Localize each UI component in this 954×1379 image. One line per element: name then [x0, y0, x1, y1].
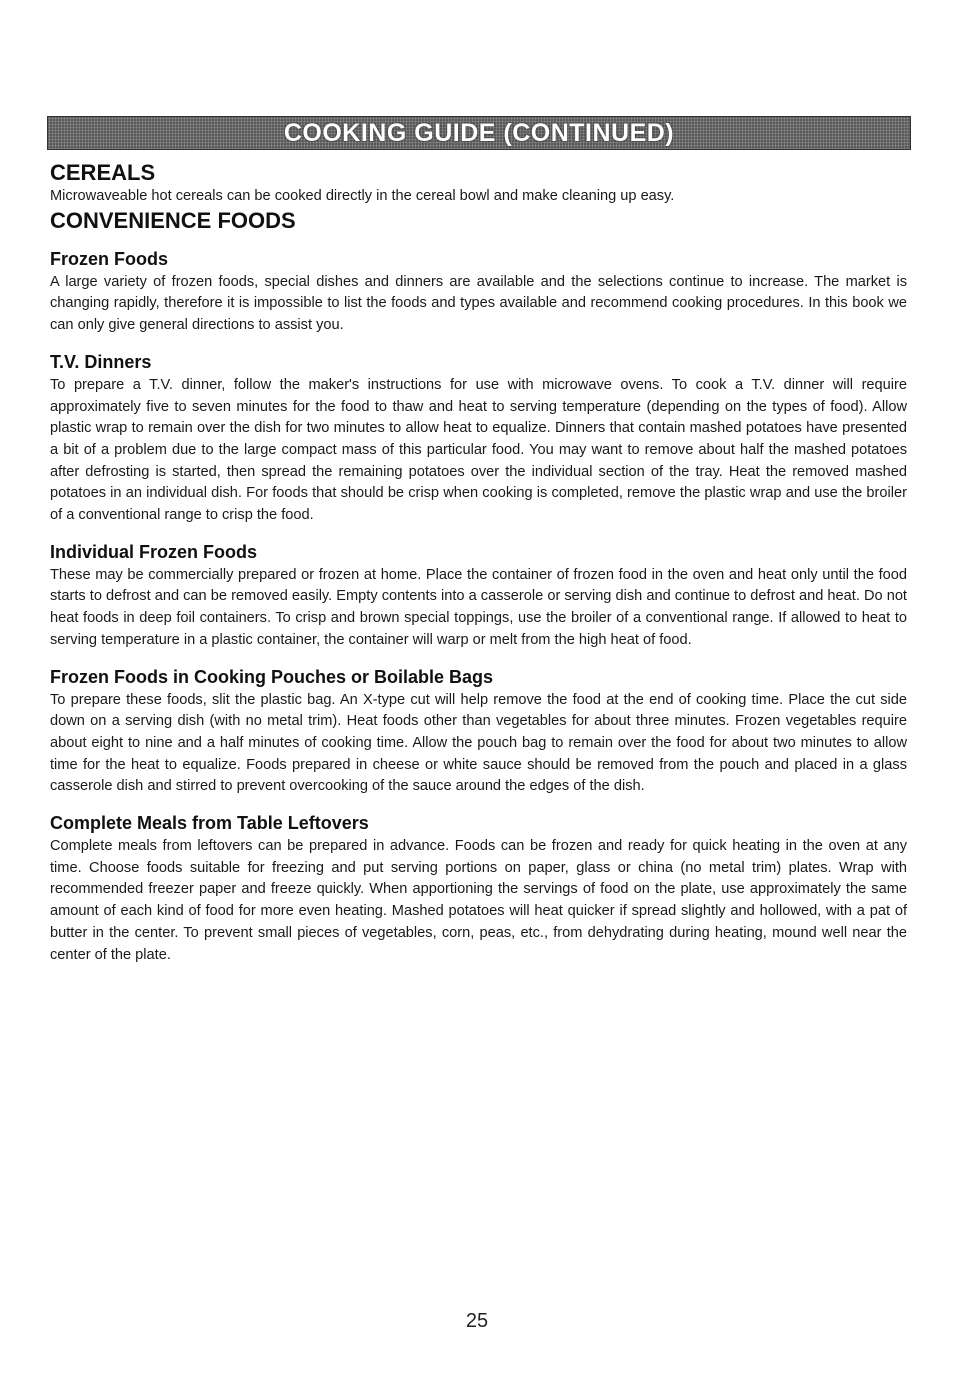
table-leftovers-heading: Complete Meals from Table Leftovers — [50, 813, 369, 834]
convenience-foods-heading: CONVENIENCE FOODS — [50, 207, 296, 233]
individual-frozen-foods-heading: Individual Frozen Foods — [50, 541, 257, 562]
frozen-foods-text: A large variety of frozen foods, special dishes and dinners are available and the selections continue to increase. The market is changing rapidly, therefore it is impossible to list the foods and types available and recommend cooking procedures. In this book we can only give general directions to assist you. — [50, 273, 907, 334]
cereals-heading: CEREALS — [50, 160, 156, 185]
cooking-pouches-text: To prepare these foods, slit the plastic bag. An X-type cut will help remove the food at the end of cooking time. Place the cut side down on a serving dish (with no metal trim). Heat foods other than vegetables for about three minutes. Frozen vegetables require about eight to nine and a half minutes of cooking time. Allow the pouch bag to remain over the food for about two minutes to allow time for the heat to equalize. Foods prepared in cheese or white sauce should be removed from the pouch and placed in a glass casserole dish and stirred to prevent overcooking of the sauce around the edges of the dish. — [50, 691, 907, 795]
cereals-text: Microwaveable hot cereals can be cooked directly in the cereal bowl and make cleaning up easy. — [50, 188, 675, 204]
frozen-foods-heading: Frozen Foods — [50, 248, 168, 269]
tv-dinners-heading: T.V. Dinners — [50, 351, 152, 372]
page-number: 25 — [465, 1310, 489, 1332]
banner-title: COOKING GUIDE (CONTINUED) — [283, 118, 675, 147]
tv-dinners-text: To prepare a T.V. dinner, follow the maker's instructions for use with microwave ovens. To cook a T.V. dinner will require approximately five to seven minutes for the food to thaw and heat to serving temperature (depending on the types of food). Allow plastic wrap to remain over the dish for two minutes to allow heat to equalize. Dinners that contain mashed potatoes have presented a bit of a problem due to the large compact mass of this particular food. You may want to remove about half the mashed potatoes after defrosting is started, then spread the remaining potatoes over the individual section of the tray. Heat the removed mashed potatoes in an individual dish. For foods that should be crisp when cooking is completed, remove the plastic wrap and use the broiler of a conventional range to crisp the food. — [50, 376, 907, 524]
cooking-pouches-heading: Frozen Foods in Cooking Pouches or Boilable Bags — [50, 666, 494, 687]
table-leftovers-text: Complete meals from leftovers can be prepared in advance. Foods can be frozen and ready for quick heating in the oven at any time. Choose foods suitable for freezing and put serving portions on paper, glass or china (no metal trim) plates. Wrap with recommended freezer paper and freeze quickly. When apportioning the servings of food on the plate, use approximately the same amount of each kind of food for more even heating. Mashed potatoes will heat quicker if spread slightly and hollowed, with a pat of butter in the center. To prevent small pieces of vegetables, corn, peas, etc., from dehydrating during heating, mound well near the center of the plate. — [50, 838, 907, 963]
page-content — [50, 160, 907, 966]
individual-frozen-foods-text: These may be commercially prepared or frozen at home. Place the container of frozen food in the oven and heat only until the food starts to defrost and can be removed easily. Empty contents into a casserole or serving dish and continue to defrost and heat. Do not heat foods in deep foil containers. To crisp and brown special toppings, use the broiler of a conventional range. If allowed to heat to serving temperature in a plastic container, the container will warp or melt from the high heat of food. — [50, 566, 907, 648]
section-banner — [47, 116, 911, 150]
